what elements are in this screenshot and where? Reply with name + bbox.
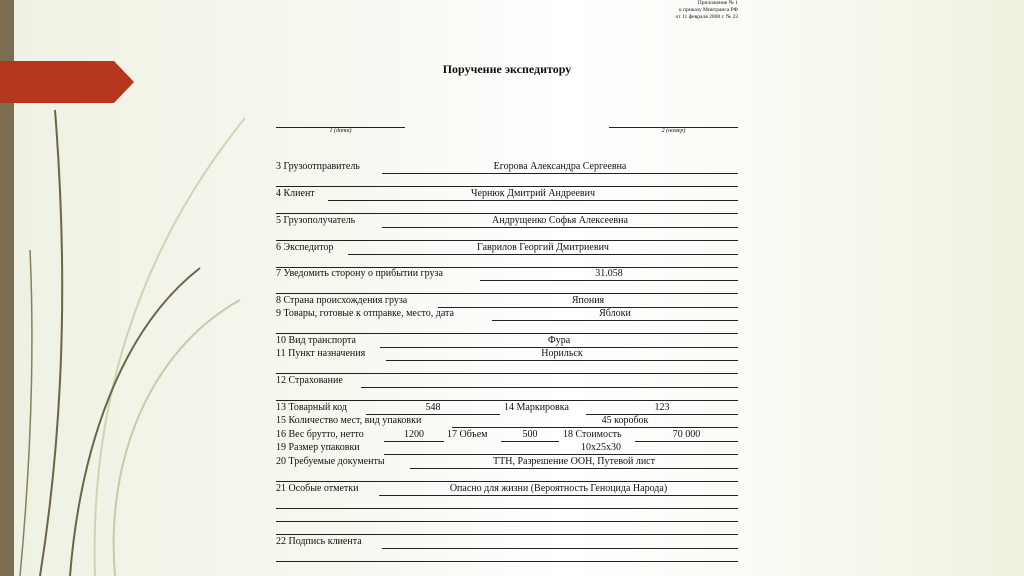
code-field[interactable] [366,402,500,415]
row-client [276,188,738,202]
row-remarks [276,483,738,497]
transport-field[interactable] [380,335,738,348]
size-label: 19 Размер упаковки [276,442,360,453]
forwarder-field[interactable] [348,242,738,255]
red-arrow-shape [0,61,134,103]
separator-line [276,481,738,482]
shipper-label: 3 Грузоотправитель [276,161,360,172]
separator-line [276,293,738,294]
appendix-line-3: от 11 февраля 2008 г. № 23 [675,14,738,20]
row-size [276,442,738,456]
signature-field[interactable] [382,536,738,549]
row-qty [276,415,738,429]
row-goods [276,308,738,322]
row-docs [276,456,738,470]
cost-label: 18 Стоимость [563,429,622,440]
size-value: 10х25х30 [581,442,621,453]
qty-value: 45 коробок [601,415,649,426]
row-forwarder [276,242,738,256]
origin-label: 8 Страна происхождения груза [276,295,408,306]
docs-label: 20 Требуемые документы [276,456,385,467]
separator-line [276,186,738,187]
row-notify [276,268,738,282]
appendix-line-2: к приказу Минтранса РФ [679,7,738,13]
remarks-value: Опасно для жизни (Вероятность Геноцида Народа) [449,483,668,494]
marking-value: 123 [654,402,670,413]
row-weight-volume-cost [276,429,738,443]
client-label: 4 Клиент [276,188,315,199]
volume-value: 500 [522,429,538,440]
remarks-field[interactable] [379,483,738,496]
code-value: 548 [425,402,441,413]
shipper-value: Егорова Александра Сергеевна [493,161,627,172]
weight-label: 16 Вес брутто, нетто [276,429,364,440]
row-origin [276,295,738,309]
consignee-label: 5 Грузополучатель [276,215,356,226]
separator-line [276,508,738,509]
signature-label: 22 Подпись клиента [276,536,362,547]
appendix-note [538,0,738,21]
date-caption: 1 (дата) [329,128,352,134]
separator-line [276,240,738,241]
size-field[interactable] [384,442,738,455]
qty-label: 15 Количество мест, вид упаковки [276,415,422,426]
shipper-field[interactable] [382,161,738,174]
destination-value: Норильск [541,348,583,359]
weight-field[interactable] [384,429,444,442]
notify-label: 7 Уведомить сторону о прибытии груза [276,268,443,279]
row-transport [276,335,738,349]
docs-field[interactable] [410,456,738,469]
transport-label: 10 Вид транспорта [276,335,356,346]
row-signature [276,536,738,550]
separator-line [276,561,738,562]
weight-value: 1200 [404,429,424,440]
origin-value: Япония [571,295,605,306]
row-shipper [276,161,738,175]
separator-line [276,521,738,522]
code-label: 13 Товарный код [276,402,347,413]
separator-line [276,534,738,535]
cost-field[interactable] [635,429,738,442]
forwarder-value: Гаврилов Георгий Дмитриевич [477,242,609,253]
row-code-marking [276,402,738,416]
marking-label: 14 Маркировка [504,402,569,413]
consignee-field[interactable] [382,215,738,228]
destination-label: 11 Пункт назначения [276,348,366,359]
separator-line [276,213,738,214]
separator-line [276,400,738,401]
volume-field[interactable] [501,429,559,442]
docs-value: ТТН, Разрешение ООН, Путевой лист [493,456,655,467]
row-destination [276,348,738,362]
goods-field[interactable] [492,308,738,321]
transport-value: Фура [547,335,571,346]
qty-field[interactable] [452,415,738,428]
marking-field[interactable] [586,402,738,415]
forwarder-label: 6 Экспедитор [276,242,334,253]
insurance-field[interactable] [361,375,738,388]
insurance-label: 12 Страхование [276,375,343,386]
client-value: Чернюк Дмитрий Андреевич [471,188,595,199]
number-caption: 2 (номер) [661,128,686,134]
row-insurance [276,375,738,389]
cost-value: 70 000 [672,429,701,440]
separator-line [276,373,738,374]
appendix-line-1: Приложение № 1 [697,0,738,6]
destination-field[interactable] [386,348,738,361]
separator-line [276,333,738,334]
consignee-value: Андрущенко Софья Алексеевна [492,215,628,226]
notify-value: 31.058 [595,268,623,279]
row-consignee [276,215,738,229]
remarks-label: 21 Особые отметки [276,483,359,494]
goods-value: Яблоки [599,308,631,319]
origin-field[interactable] [438,295,738,308]
client-field[interactable] [328,188,738,201]
volume-label: 17 Объем [447,429,488,440]
document-title: Поручение экспедитору [442,62,572,76]
goods-label: 9 Товары, готовые к отправке, место, дата [276,308,454,319]
notify-field[interactable] [480,268,738,281]
